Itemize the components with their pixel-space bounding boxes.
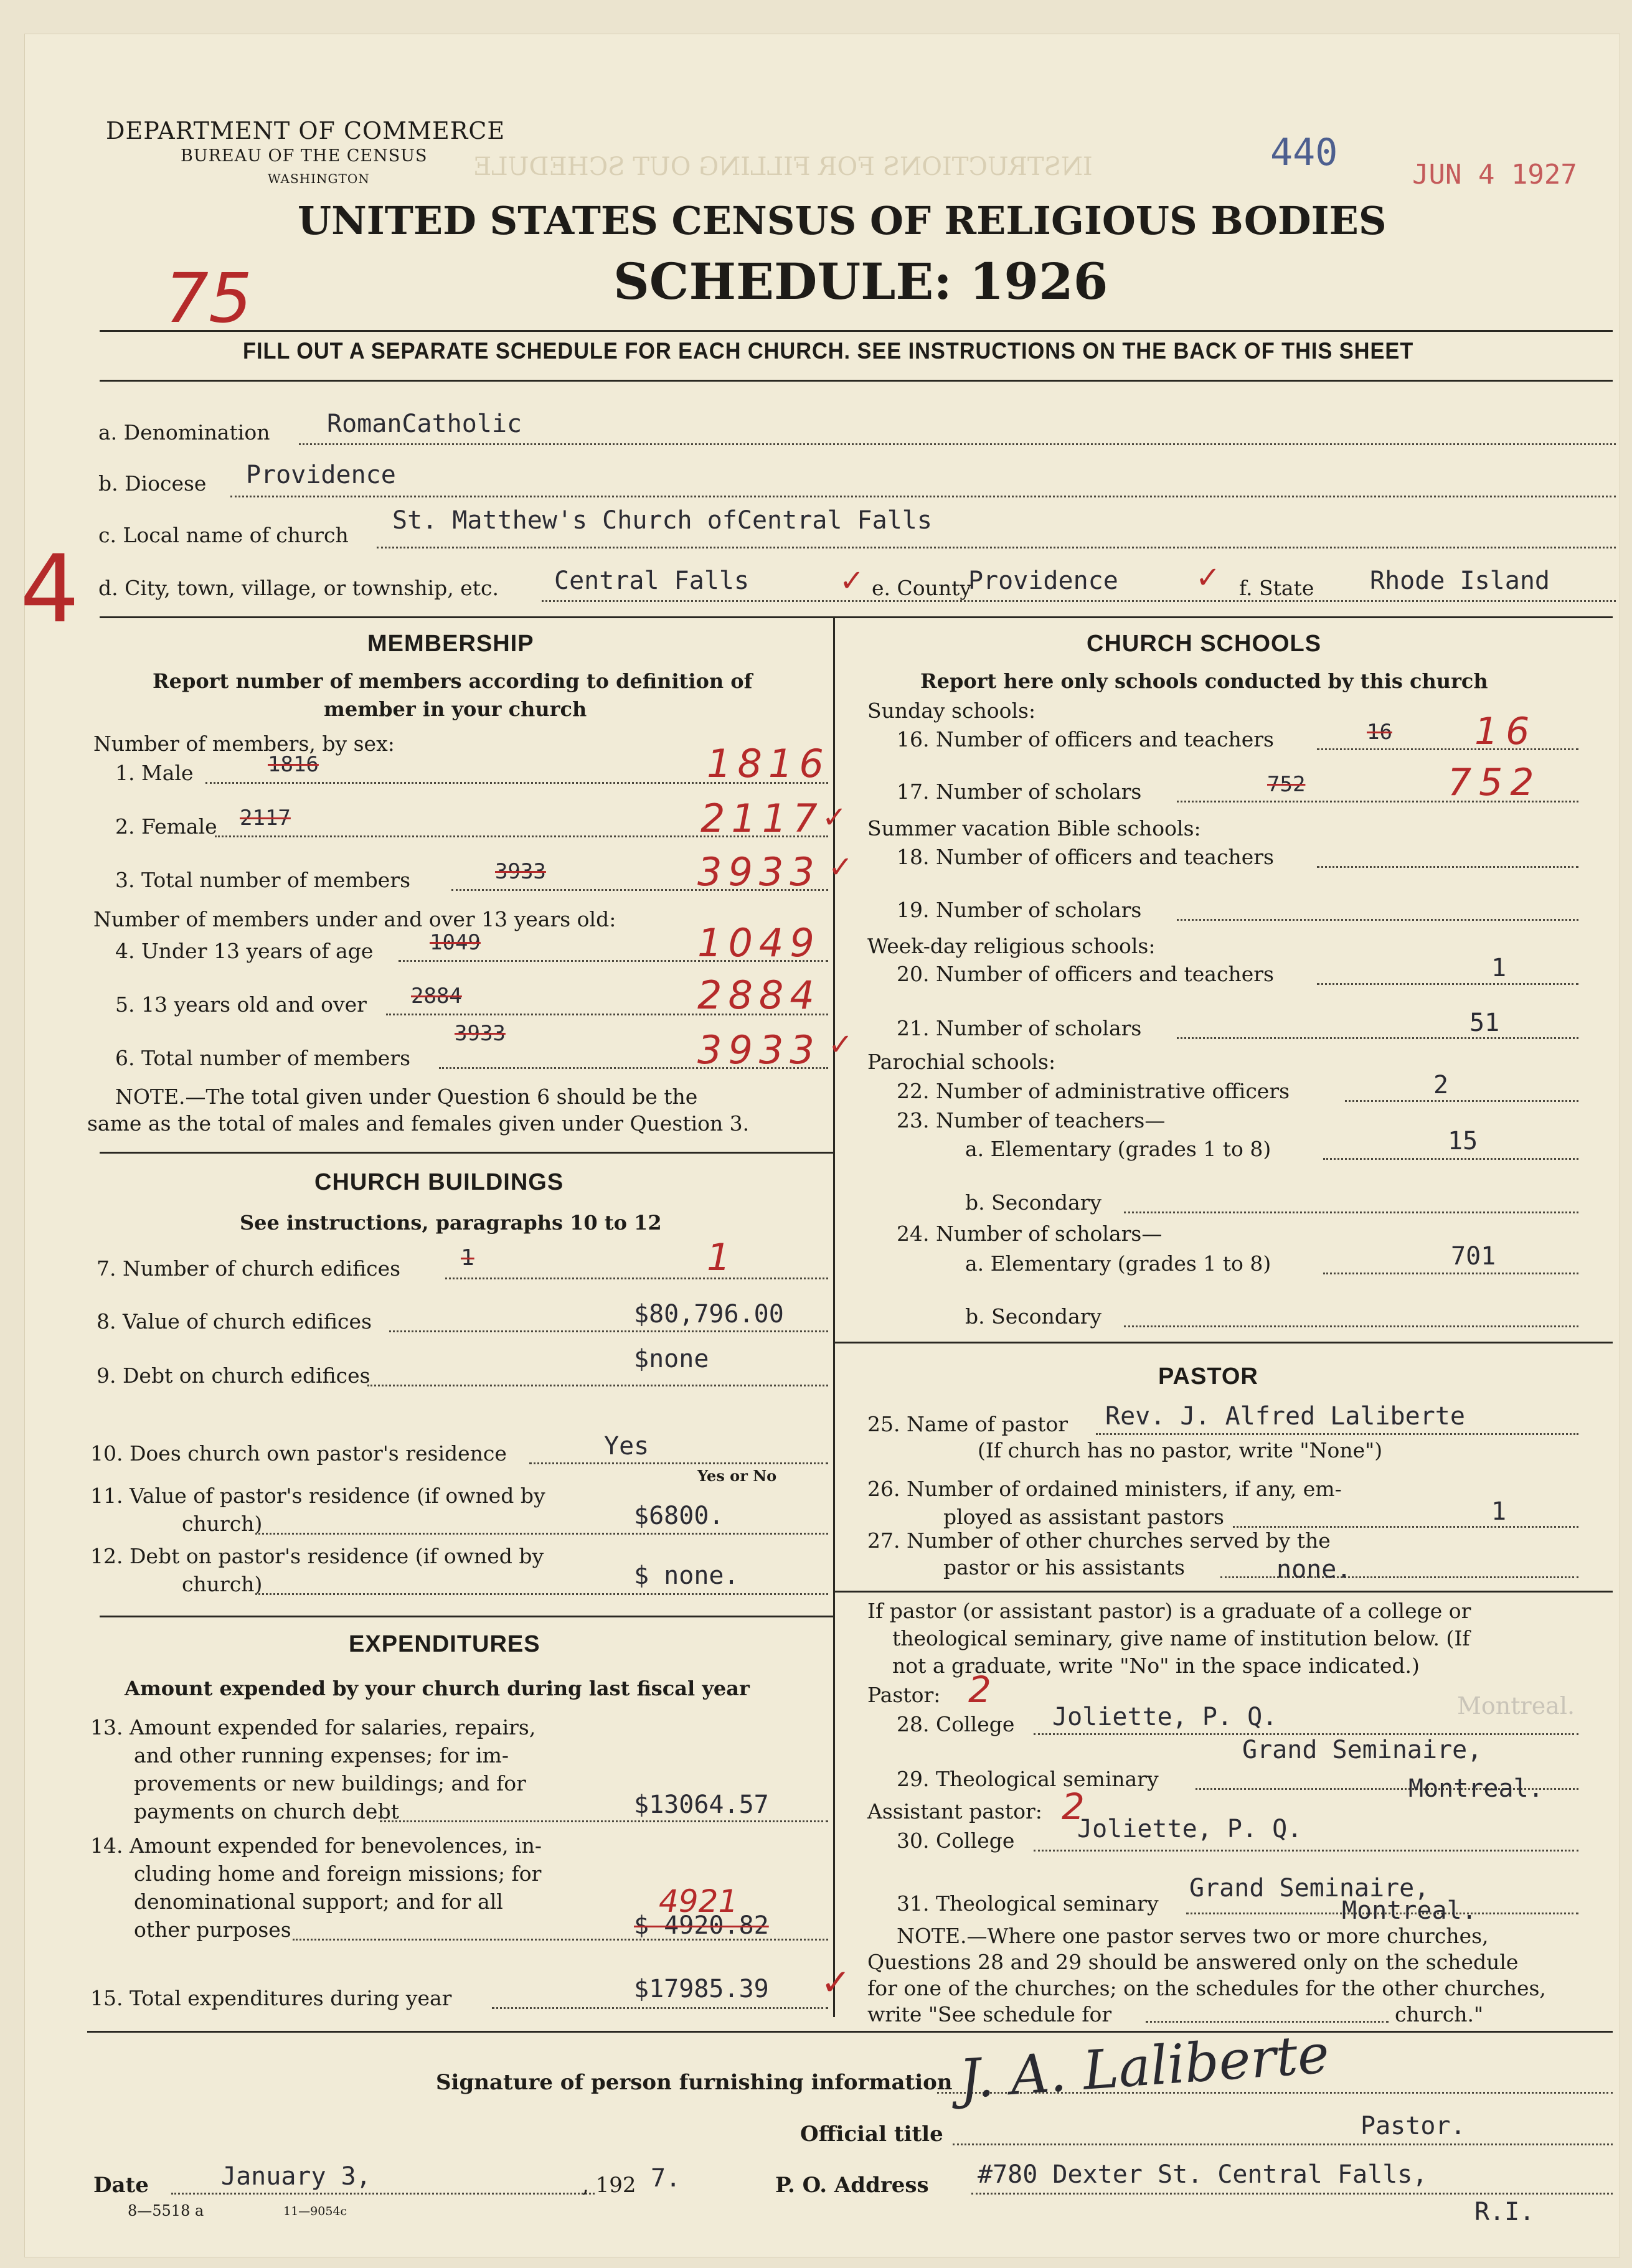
- q31-value-2[interactable]: Montreal.: [1342, 1896, 1477, 1925]
- hand-mark-4: 4: [20, 535, 80, 644]
- q8-label: 8. Value of church edifices: [97, 1309, 372, 1334]
- denomination-line: [299, 443, 1616, 445]
- graduate-rule: [833, 1591, 1613, 1593]
- q25-value[interactable]: Rev. J. Alfred Laliberte: [1105, 1402, 1465, 1431]
- q15-check: ✓: [821, 1961, 851, 2003]
- q1-label: 1. Male: [115, 761, 194, 785]
- q29-value-1[interactable]: Grand Seminaire,: [1242, 1736, 1483, 1764]
- pastor-label: Pastor:: [867, 1683, 941, 1707]
- q20-label: 20. Number of officers and teachers: [897, 962, 1274, 986]
- q5-typed: 2884: [411, 984, 462, 1009]
- received-date-stamp: JUN 4 1927: [1412, 159, 1577, 191]
- q7-typed: 1: [461, 1245, 474, 1271]
- q11-line: [255, 1533, 828, 1535]
- q2-check: ✓: [822, 800, 847, 835]
- q2-label: 2. Female: [115, 814, 217, 839]
- q20-line: [1317, 983, 1578, 985]
- q16-hand[interactable]: 16: [1474, 710, 1537, 753]
- footer-rule: [87, 2031, 1613, 2033]
- diocese-line: [230, 496, 1616, 497]
- instruction-rule: [100, 380, 1613, 382]
- form-title: UNITED STATES CENSUS OF RELIGIOUS BODIES: [298, 198, 1387, 243]
- state-value[interactable]: Rhode Island: [1370, 567, 1550, 595]
- q24a-label: a. Elementary (grades 1 to 8): [965, 1251, 1271, 1276]
- q28-overwritten: Montreal.: [1457, 1692, 1575, 1720]
- q3-check: ✓: [828, 850, 854, 885]
- q30-line: [1034, 1850, 1578, 1852]
- q9-line: [367, 1385, 828, 1386]
- membership-title: MEMBERSHIP: [367, 631, 534, 657]
- q9-value[interactable]: $none: [634, 1345, 709, 1373]
- q28-value[interactable]: Joliette, P. Q.: [1052, 1703, 1278, 1731]
- q28-line: [1034, 1733, 1578, 1735]
- q27-value[interactable]: none.: [1276, 1555, 1352, 1584]
- summer-schools: Summer vacation Bible schools:: [867, 816, 1201, 840]
- q6-check: ✓: [828, 1027, 854, 1062]
- q11-label-1: 11. Value of pastor's residence (if owned by: [90, 1484, 545, 1508]
- local-name-value[interactable]: St. Matthew's Church ofCentral Falls: [392, 506, 932, 535]
- q26-label-1: 26. Number of ordained ministers, if any, em-: [867, 1477, 1342, 1501]
- schools-title: CHURCH SCHOOLS: [1087, 631, 1322, 657]
- q19-line: [1177, 919, 1578, 921]
- q27-label-2: pastor or his assistants: [943, 1555, 1185, 1579]
- stamp-number: 440: [1270, 131, 1338, 174]
- q12-label-2: church): [182, 1572, 263, 1596]
- q19-label: 19. Number of scholars: [897, 898, 1142, 922]
- official-title-line: [953, 2143, 1613, 2145]
- membership-note-1: NOTE.—The total given under Question 6 should be the: [115, 1085, 698, 1109]
- sunday-schools: Sunday schools:: [867, 699, 1036, 723]
- q23-label: 23. Number of teachers—: [897, 1108, 1166, 1132]
- q11-label-2: church): [182, 1512, 263, 1536]
- q10-hint: Yes or No: [697, 1467, 777, 1485]
- q6-label: 6. Total number of members: [115, 1046, 411, 1070]
- county-value[interactable]: Providence: [968, 567, 1118, 595]
- q31-value-1[interactable]: Grand Seminaire,: [1189, 1874, 1430, 1903]
- q15-line: [492, 2007, 828, 2009]
- q17-hand[interactable]: 752: [1448, 761, 1542, 804]
- separate-schedule-instruction: FILL OUT A SEPARATE SCHEDULE FOR EACH CHURCH. SEE INSTRUCTIONS ON THE BACK OF THIS SHEET: [243, 338, 1414, 364]
- q22-value[interactable]: 2: [1433, 1071, 1449, 1099]
- form-number: 8—5518 a: [128, 2202, 204, 2219]
- membership-sub-1: Report number of members according to definition of: [153, 669, 753, 693]
- q16-label: 16. Number of officers and teachers: [897, 727, 1274, 751]
- header-rule: [100, 330, 1613, 332]
- q14-label-4: other purposes: [134, 1917, 291, 1942]
- pastor-note-3: for one of the churches; on the schedules for the other churches,: [867, 1976, 1546, 2000]
- q15-value[interactable]: $17985.39: [634, 1975, 769, 2003]
- denomination-label: a. Denomination: [98, 420, 270, 445]
- q23b-line: [1124, 1212, 1578, 1213]
- county-check: ✓: [1196, 560, 1221, 595]
- state-label: f. State: [1239, 576, 1314, 600]
- schools-sub: Report here only schools conducted by this church: [920, 669, 1488, 693]
- q28-label: 28. College: [897, 1712, 1015, 1736]
- city-line: [542, 600, 1616, 602]
- q14-label-1: 14. Amount expended for benevolences, in-: [90, 1833, 542, 1858]
- pastor-title: PASTOR: [1158, 1363, 1258, 1390]
- q7-line: [445, 1278, 828, 1279]
- q29-value-2[interactable]: Montreal.: [1408, 1774, 1544, 1803]
- pastor-note-2: Questions 28 and 29 should be answered only on the schedule: [867, 1950, 1519, 1974]
- po-address-line: [971, 2193, 1613, 2195]
- graduate-note-2: theological seminary, give name of institution below. (If: [892, 1626, 1470, 1650]
- q26-value[interactable]: 1: [1491, 1497, 1507, 1526]
- diocese-value[interactable]: Providence: [246, 461, 396, 489]
- denomination-value[interactable]: RomanCatholic: [327, 410, 522, 438]
- q16-typed: 16: [1367, 720, 1392, 745]
- q13-label-4: payments on church debt: [134, 1799, 399, 1823]
- pastor-note-line: [1146, 2021, 1389, 2023]
- q6-typed: 3933: [455, 1021, 506, 1046]
- q11-value[interactable]: $6800.: [634, 1502, 724, 1530]
- bleed-through-heading: INSTRUCTIONS FOR FILLING OUT SCHEDULE: [473, 153, 1093, 181]
- q9-label: 9. Debt on church edifices: [97, 1363, 370, 1388]
- q29-label: 29. Theological seminary: [897, 1767, 1159, 1791]
- q25-label: 25. Name of pastor: [867, 1412, 1068, 1436]
- bureau-heading: BUREAU OF THE CENSUS: [181, 146, 428, 166]
- hand-number-75: 75: [165, 258, 252, 338]
- q15-label: 15. Total expenditures during year: [90, 1986, 452, 2010]
- q24a-value[interactable]: 701: [1451, 1242, 1496, 1271]
- q5-label: 5. 13 years old and over: [115, 992, 367, 1017]
- po-address-label: P. O. Address: [775, 2173, 929, 2198]
- q12-label-1: 12. Debt on pastor's residence (if owned by: [90, 1544, 544, 1568]
- graduate-note-3: not a graduate, write "No" in the space indicated.): [892, 1654, 1420, 1678]
- q23a-value[interactable]: 15: [1448, 1127, 1478, 1155]
- form-number-2: 11—9054c: [283, 2204, 347, 2218]
- q27-line: [1220, 1576, 1578, 1578]
- q13-label-1: 13. Amount expended for salaries, repairs,: [90, 1715, 536, 1739]
- weekday-schools: Week-day religious schools:: [867, 934, 1156, 958]
- q14-typed: $ 4920.82: [634, 1911, 769, 1940]
- q10-label: 10. Does church own pastor's residence: [90, 1441, 507, 1466]
- po-address-value-2[interactable]: R.I.: [1474, 2198, 1535, 2226]
- q18-label: 18. Number of officers and teachers: [897, 845, 1274, 869]
- q30-label: 30. College: [897, 1828, 1015, 1853]
- q2-hand[interactable]: 2117: [700, 796, 824, 841]
- q7-label: 7. Number of church edifices: [97, 1256, 401, 1281]
- q23a-line: [1323, 1158, 1578, 1160]
- q5-hand[interactable]: 2884: [697, 972, 821, 1018]
- schedule-title: SCHEDULE: 1926: [613, 252, 1108, 311]
- q31-label: 31. Theological seminary: [897, 1891, 1159, 1916]
- date-year-prefix: , 192: [582, 2173, 636, 2198]
- asst-pastor-hand-mark: 2: [1062, 1786, 1085, 1828]
- official-title-label: Official title: [800, 2122, 943, 2147]
- dept-heading: DEPARTMENT OF COMMERCE: [106, 117, 506, 144]
- q21-value[interactable]: 51: [1469, 1009, 1500, 1037]
- pastor-note-4: write "See schedule for: [867, 2002, 1112, 2026]
- q2-typed: 2117: [240, 806, 291, 831]
- q8-line: [389, 1330, 828, 1332]
- city-check: ✓: [839, 563, 865, 598]
- q14-label-2: cluding home and foreign missions; for: [134, 1861, 542, 1886]
- q30-value[interactable]: Joliette, P. Q.: [1077, 1815, 1303, 1843]
- q24-label: 24. Number of scholars—: [897, 1221, 1163, 1246]
- q13-line: [380, 1820, 828, 1822]
- q13-value[interactable]: $13064.57: [634, 1790, 769, 1819]
- signature-label: Signature of person furnishing information: [436, 2070, 953, 2095]
- q24a-line: [1323, 1273, 1578, 1274]
- q26-line: [1233, 1526, 1578, 1528]
- q4-typed: 1049: [430, 930, 481, 955]
- asst-pastor-label: Assistant pastor:: [867, 1799, 1042, 1823]
- q14-hand[interactable]: 4921: [659, 1883, 738, 1919]
- q3-label: 3. Total number of members: [115, 868, 411, 892]
- q17-label: 17. Number of scholars: [897, 779, 1142, 804]
- q8-value[interactable]: $80,796.00: [634, 1300, 784, 1329]
- pastor-hand-mark: 2: [968, 1668, 991, 1711]
- q23b-label: b. Secondary: [965, 1190, 1102, 1215]
- q26-label-2: ployed as assistant pastors: [943, 1505, 1224, 1529]
- q24b-label: b. Secondary: [965, 1304, 1102, 1329]
- buildings-title: CHURCH BUILDINGS: [314, 1169, 564, 1195]
- q18-line: [1317, 866, 1578, 868]
- q21-label: 21. Number of scholars: [897, 1016, 1142, 1040]
- q13-label-3: provements or new buildings; and for: [134, 1771, 526, 1795]
- q4-label: 4. Under 13 years of age: [115, 939, 374, 963]
- date-year-value[interactable]: 7.: [651, 2164, 681, 2193]
- pastor-rule: [833, 1342, 1613, 1343]
- q12-value[interactable]: $ none.: [634, 1561, 739, 1590]
- q24b-line: [1124, 1325, 1578, 1327]
- pastor-note-5: church.": [1395, 2002, 1484, 2026]
- po-address-value-1[interactable]: #780 Dexter St. Central Falls,: [978, 2160, 1428, 2189]
- official-title-value[interactable]: Pastor.: [1361, 2112, 1466, 2140]
- county-label: e. County: [872, 576, 972, 600]
- q22-label: 22. Number of administrative officers: [897, 1079, 1290, 1103]
- buildings-sub: See instructions, paragraphs 10 to 12: [240, 1211, 662, 1235]
- membership-note-2: same as the total of males and females given under Question 3.: [87, 1111, 750, 1136]
- pastor-note-1: NOTE.—Where one pastor serves two or more churches,: [897, 1924, 1489, 1948]
- members-by-age: Number of members under and over 13 years old:: [93, 907, 616, 931]
- q10-line: [529, 1462, 828, 1464]
- q10-value[interactable]: Yes: [604, 1432, 649, 1461]
- q25-line: [1096, 1433, 1578, 1435]
- q13-label-2: and other running expenses; for im-: [134, 1743, 509, 1767]
- q23a-label: a. Elementary (grades 1 to 8): [965, 1137, 1271, 1161]
- expenditures-sub: Amount expended by your church during last fiscal year: [125, 1677, 750, 1700]
- signature-value[interactable]: J. A. Laliberte: [957, 2023, 1331, 2111]
- graduate-note-1: If pastor (or assistant pastor) is a graduate of a college or: [867, 1599, 1471, 1623]
- q22-line: [1345, 1100, 1578, 1102]
- expenditures-title: EXPENDITURES: [349, 1631, 540, 1657]
- ident-rule: [100, 616, 1613, 618]
- local-name-label: c. Local name of church: [98, 523, 349, 547]
- q14-label-3: denominational support; and for all: [134, 1889, 503, 1914]
- q27-label-1: 27. Number of other churches served by the: [867, 1528, 1331, 1553]
- parochial-schools: Parochial schools:: [867, 1050, 1056, 1074]
- q25-hint: (If church has no pastor, write "None"): [978, 1438, 1383, 1462]
- diocese-label: b. Diocese: [98, 471, 207, 496]
- q17-typed: 752: [1267, 772, 1306, 797]
- q16-line: [1317, 748, 1578, 750]
- date-line: [171, 2193, 595, 2195]
- q12-line: [255, 1593, 828, 1595]
- local-name-line: [377, 547, 1616, 548]
- city-heading: WASHINGTON: [268, 171, 370, 186]
- q6-hand[interactable]: 3933: [697, 1027, 821, 1073]
- city-value[interactable]: Central Falls: [554, 567, 750, 595]
- expenditures-rule: [100, 1616, 833, 1617]
- date-value[interactable]: January 3,: [221, 2162, 371, 2191]
- members-by-sex: Number of members, by sex:: [93, 732, 395, 756]
- q21-line: [1177, 1037, 1578, 1039]
- q4-hand[interactable]: 1049: [697, 920, 821, 966]
- q1-hand[interactable]: 1816: [707, 741, 830, 786]
- city-label: d. City, town, village, or township, etc.: [98, 576, 499, 600]
- q1-typed: 1816: [268, 752, 319, 777]
- q3-typed: 3933: [495, 859, 546, 884]
- membership-sub-2: member in your church: [324, 697, 587, 721]
- q7-hand[interactable]: 1: [707, 1236, 731, 1279]
- q3-hand[interactable]: 3933: [697, 849, 821, 895]
- q20-value[interactable]: 1: [1491, 954, 1507, 982]
- buildings-rule: [100, 1152, 833, 1154]
- date-label: Date: [93, 2173, 149, 2198]
